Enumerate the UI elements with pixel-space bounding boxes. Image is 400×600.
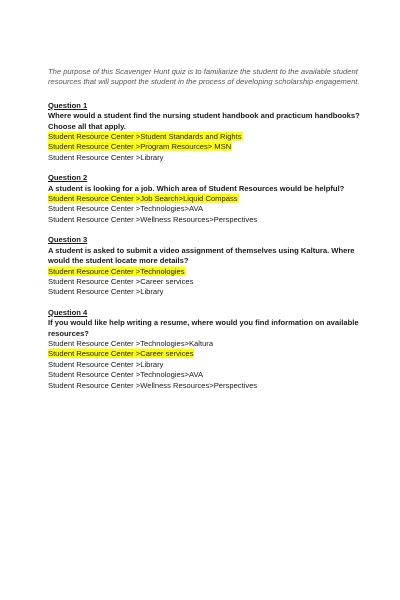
answer-label: Student Resource Center >Wellness Resources>Perspectives (48, 380, 258, 390)
answer-option (48, 360, 364, 370)
question-text: A student is looking for a job. Which area of Student Resources would be helpful? (48, 183, 345, 193)
answer-label: Student Resource Center >Job Search>Liquid Compass (48, 194, 238, 204)
answer-option (48, 153, 364, 163)
question-text: Where would a student find the nursing student handbook and practicum handbooks? Choose all that apply. (48, 111, 360, 131)
answer-list (48, 132, 364, 163)
answer-label: Student Resource Center >Technologies>AVA (48, 204, 204, 214)
answer-list (48, 194, 364, 225)
question-text: If you would like help writing a resume, where would you find information on available resources? (48, 318, 359, 338)
question-block (48, 173, 364, 225)
answer-option (48, 370, 364, 380)
answer-option (48, 132, 364, 142)
question-heading: Question 2 (48, 173, 88, 183)
answer-label: Student Resource Center >Technologies>Kaltura (48, 338, 214, 348)
answer-label: Student Resource Center >Wellness Resources>Perspectives (48, 214, 258, 224)
answer-option (48, 381, 364, 391)
question-text: A student is asked to submit a video assignment of themselves using Kaltura. Where would the student locate more details? (48, 245, 355, 266)
intro-paragraph: The purpose of this Scavenger Hunt quiz is to familiarize the student to the available student resources that will support the student in the process of developing scholarship engagement. (48, 67, 360, 87)
answer-option (48, 349, 364, 359)
answer-option (48, 215, 364, 225)
answer-option (48, 267, 364, 277)
question-heading: Question 1 (48, 100, 88, 110)
answer-option (48, 142, 364, 152)
answer-option (48, 204, 364, 214)
answer-label: Student Resource Center >Career services (48, 276, 194, 286)
answer-option (48, 277, 364, 287)
answer-label: Student Resource Center >Technologies (48, 266, 185, 276)
answer-list (48, 339, 364, 391)
question-block (48, 308, 364, 391)
answer-label: Student Resource Center >Student Standards and Rights (48, 132, 242, 142)
answer-option (48, 339, 364, 349)
answer-label: Student Resource Center >Technologies>AVA (48, 370, 204, 380)
questions-list (48, 101, 364, 391)
answer-label: Student Resource Center >Library (48, 359, 164, 369)
question-block (48, 235, 364, 297)
question-heading: Question 3 (48, 235, 88, 245)
question-heading: Question 4 (48, 307, 88, 317)
answer-label: Student Resource Center >Program Resources> MSN (48, 142, 232, 152)
answer-label: Student Resource Center >Library (48, 152, 164, 162)
answer-option (48, 287, 364, 297)
document-page (48, 67, 364, 401)
answer-label: Student Resource Center >Library (48, 287, 164, 297)
answer-option (48, 194, 364, 204)
answer-list (48, 267, 364, 298)
answer-label: Student Resource Center >Career services (48, 349, 194, 359)
question-block (48, 101, 364, 163)
